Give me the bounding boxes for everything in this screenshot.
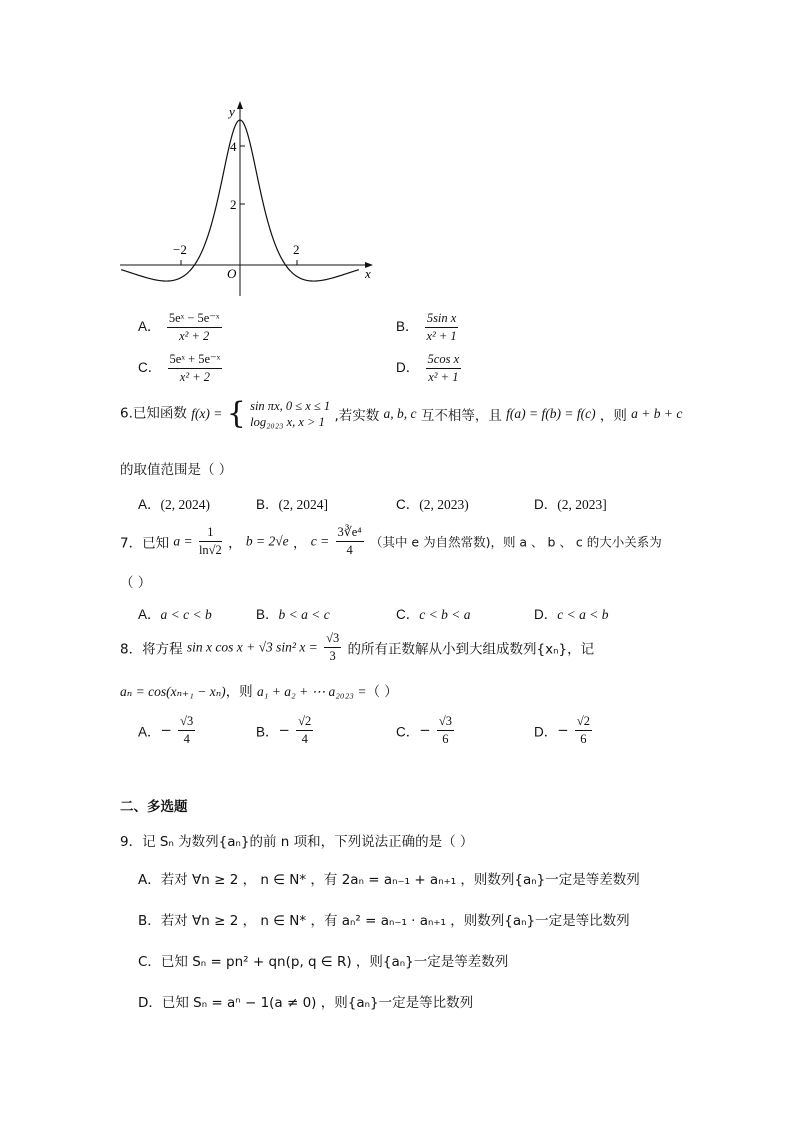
q8-option-b[interactable]: B．− $\frac{√2}{4}$ <box>256 714 312 746</box>
piecewise-cases: sin πx, 0 ≤ x ≤ 1 log₂₀₂₃ x, x > 1 <box>250 399 331 429</box>
fraction: $\frac{√3}{6}$ <box>438 714 452 746</box>
q9-option-a[interactable]: A．若对 ∀n ≥ 2 ， n ∈ N* ，有 2aₙ = aₙ₋₁ + aₙ₊₁ ，则数列{aₙ}一定是等差数列 <box>138 872 640 888</box>
q6-stem: 6.已知函数 f(x) = { sin πx, 0 ≤ x ≤ 1 log₂₀₂₃ x, x > 1 ,若实数 a, b, c 互不相等，且 f(a) = f(b) = f(c) ，则 a + b + c <box>120 396 683 431</box>
q7-stem-line2: （ ） <box>120 575 152 591</box>
option-label: D． <box>396 360 420 375</box>
q9-stem: 9．记 Sₙ 为数列{aₙ}的前 n 项和，下列说法正确的是（ ） <box>120 834 474 850</box>
origin-label: O <box>227 266 237 281</box>
y-axis-arrow-icon <box>237 101 243 109</box>
q5-option-d[interactable] <box>396 351 463 386</box>
q8-option-c[interactable]: C．− $\frac{√3}{6}$ <box>396 714 452 746</box>
q5-option-c[interactable] <box>138 351 224 386</box>
y-tick-label-4: 4 <box>230 139 237 154</box>
q8-stem: 8．将方程 sin x cos x + √3 sin² x = $\frac{√3}{3}$ 的所有正数解从小到大组成数列{xₙ}，记 <box>120 631 595 663</box>
fraction: $\frac{√2}{6}$ <box>576 714 590 746</box>
q7-option-c[interactable]: C．c < b < a <box>396 607 471 622</box>
q8-option-d[interactable]: D．− $\frac{√2}{6}$ <box>534 714 590 746</box>
q6-option-c[interactable]: C．(2, 2023) <box>396 497 469 512</box>
q6-option-b[interactable]: B．(2, 2024] <box>256 497 329 512</box>
fraction: $\frac{\text{5cos x}}{\text{x² + 1}}$ <box>427 352 460 384</box>
fraction: $\frac{√2}{4}$ <box>298 714 312 746</box>
y-axis-label: y <box>229 104 235 119</box>
y-tick-label-2: 2 <box>230 197 237 212</box>
q5-option-a[interactable] <box>138 310 224 345</box>
q7-option-d[interactable]: D．c < a < b <box>534 607 609 622</box>
q9-option-c[interactable]: C．已知 Sₙ = pn² + qn(p, q ∈ R) ，则{aₙ}一定是等差数列 <box>138 954 509 970</box>
left-brace: { <box>226 396 246 431</box>
fraction: $\frac{\text{5eˣ − 5e⁻ˣ}}{\text{x² + 2}}$ <box>168 311 220 343</box>
q8-stem-line2: aₙ = cos(xₙ₊₁ − xₙ)，则 a₁ + a₂ + ⋯ a₂₀₂₃ =（ ） <box>120 684 398 700</box>
option-label: C． <box>138 360 162 375</box>
fraction: $\frac{\text{5eˣ + 5e⁻ˣ}}{\text{x² + 2}}$ <box>169 352 221 384</box>
fraction-a: $\frac{1}{\ln√2}$ <box>198 525 222 557</box>
fraction-c: $\frac{\text{3∛e⁴}}{4}$ <box>337 525 362 557</box>
q6-option-d[interactable]: D．(2, 2023] <box>534 497 607 512</box>
q9-option-d[interactable]: D．已知 Sₙ = aⁿ − 1(a ≠ 0) ，则{aₙ}一定是等比数列 <box>138 995 474 1011</box>
fraction: $\frac{\text{5sin x}}{\text{x² + 1}}$ <box>426 311 457 343</box>
q5-option-b[interactable] <box>396 310 460 345</box>
q6-stem-line2: 的取值范围是（ ） <box>120 462 233 478</box>
x-axis-label: x <box>365 266 371 281</box>
option-label: B． <box>396 319 419 334</box>
q9-option-b[interactable]: B．若对 ∀n ≥ 2 ， n ∈ N* ，有 aₙ² = aₙ₋₁ · aₙ₊₁ ，则数列{aₙ}一定是等比数列 <box>138 913 630 929</box>
option-label: A． <box>138 319 161 334</box>
q7-stem: 7．已知 a = $\frac{1}{\ln√2}$ ， b = 2√e ， c = $\frac{\text{3∛e⁴}}{4}$ （其中 e 为自然常数)，则 a 、 b 、 c 的大小关系为 <box>120 525 662 557</box>
section-title: 二、多选题 <box>120 799 188 815</box>
fraction: $\frac{√3}{4}$ <box>180 714 194 746</box>
q7-option-a[interactable]: A．a < c < b <box>138 607 212 622</box>
q7-option-b[interactable]: B．b < a < c <box>256 607 330 622</box>
function-graph <box>115 98 380 303</box>
x-tick-label-neg2: −2 <box>173 242 187 257</box>
q8-option-a[interactable]: A．− $\frac{√3}{4}$ <box>138 714 194 746</box>
fraction: $\frac{√3}{3}$ <box>326 631 340 663</box>
q6-option-a[interactable]: A．(2, 2024) <box>138 497 211 512</box>
x-tick-label-2: 2 <box>293 242 300 257</box>
